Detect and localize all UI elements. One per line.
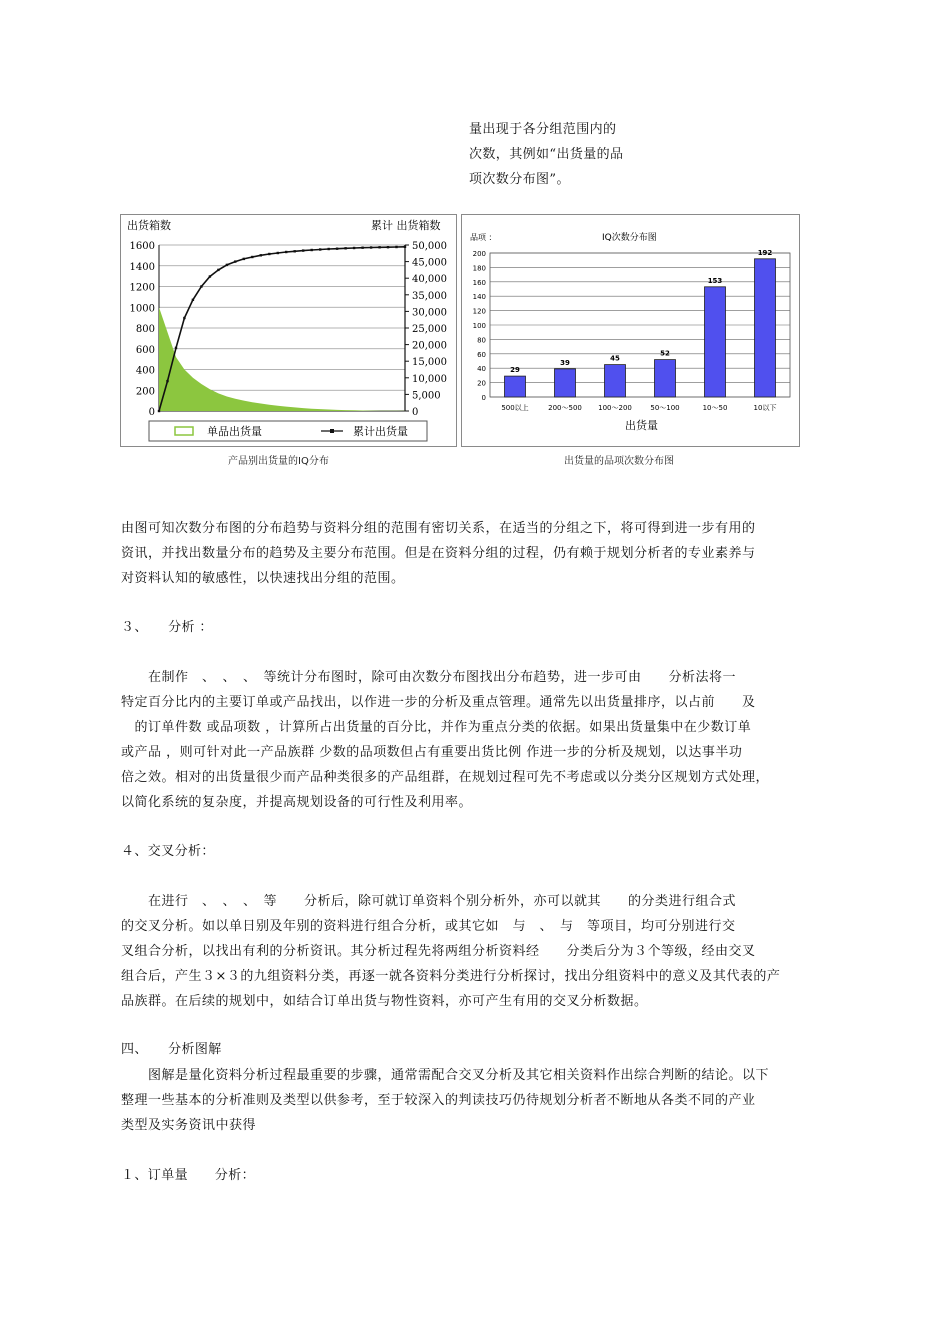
chart1-cumulative-point: [319, 248, 321, 250]
chart1-cumulative-point: [361, 247, 363, 249]
chart1-legend-label-line: 累计出货量: [353, 425, 408, 438]
chart2-tick-label: 200: [472, 250, 486, 258]
chart2-bar-value-label: 153: [707, 276, 723, 285]
chart1-cumulative-point: [166, 380, 168, 382]
chart2-bar-value-label: 45: [610, 354, 620, 363]
chart1-right-axis-title: 累计 出货箱数: [371, 219, 441, 232]
chart1-legend-swatch-marker: [330, 429, 334, 433]
chart2-bar-value-label: 192: [757, 248, 773, 257]
chart1-cumulative-point: [353, 247, 355, 249]
paragraph-diagram-analysis: [121, 1063, 803, 1138]
chart1-right-tick-label: 15,000: [412, 357, 447, 369]
chart1-right-tick-label: 20,000: [412, 340, 447, 352]
intro-line-1: 量出现于各分组范围内的: [469, 122, 617, 137]
chart1-cumulative-point: [268, 253, 270, 255]
chart1-cumulative-point: [328, 248, 330, 250]
chart1-cumulative-point: [243, 258, 245, 260]
paragraph-cross-analysis: [121, 889, 803, 1014]
chart1-left-tick-label: 1600: [129, 241, 155, 252]
section-heading-four: 四、 分析图解: [121, 1042, 222, 1057]
iq-distribution-chart: [120, 214, 457, 447]
intro-line-2: 次数，其例如“出货量的品: [469, 147, 624, 162]
chart2-tick-label: 180: [472, 264, 486, 273]
text-line: 在进行 、 、 、 等 分析后，除可就订单资料个别分析外，亦可以就其 的分类进行组合式: [121, 894, 737, 909]
text-line: 对资料认知的敏感性，以快速找出分组的范围。: [121, 571, 405, 586]
iq-distribution-svg: [121, 215, 458, 448]
chart2-tick-label: 40: [477, 365, 486, 374]
section-heading-4: ４、交叉分析：: [121, 844, 215, 859]
iq-bar-chart: [461, 214, 800, 447]
chart2-bar: [705, 287, 726, 397]
text-line: 叉组合分析，以找出有利的分析资讯。其分析过程先将两组分析资料经 分类后分为３个等级，经由交叉: [121, 944, 756, 959]
text-line: 组合后，产生３×３的九组资料分类，再逐一就各资料分类进行分析探讨，找出分组资料中的意义及其代表的产: [121, 969, 781, 984]
chart1-cumulative-point: [251, 256, 253, 258]
section-heading-1: １、订单量 分析：: [121, 1168, 256, 1183]
chart2-tick-label: 60: [477, 350, 486, 359]
chart1-cumulative-point: [217, 269, 219, 271]
chart1-cumulative-point: [200, 285, 202, 287]
chart1-left-tick-label: 200: [135, 386, 155, 398]
chart2-title: IQ次数分布图: [602, 233, 657, 243]
chart1-cumulative-point: [158, 410, 160, 412]
chart1-right-tick-label: 40,000: [412, 274, 447, 286]
chart1-left-axis-title: 出货箱数: [127, 219, 171, 232]
text-line: 图解是量化资料分析过程最重要的步骤，通常需配合交叉分析及其它相关资料作出综合判断的结论。以下: [121, 1068, 770, 1083]
text-line: 品族群。在后续的规划中，如结合订单出货与物性资料，亦可产生有用的交叉分析数据。: [121, 994, 648, 1009]
chart2-bar: [655, 360, 676, 397]
text-line: 类型及实务资讯中获得: [121, 1118, 257, 1133]
chart1-right-tick-label: 10,000: [412, 373, 447, 385]
text-line: 的交叉分析。如以单日别及年别的资料进行组合分析，或其它如 与 、 与 等项目，均可分别进行交: [121, 919, 736, 934]
chart2-y-axis-title: 品项 ：: [470, 233, 497, 242]
paragraph-distribution: [121, 516, 803, 591]
chart1-right-tick-label: 25,000: [412, 324, 447, 335]
chart2-category-label: 50～100: [650, 404, 680, 412]
paragraph-abc-analysis: [121, 665, 803, 815]
chart1-left-tick-label: 1000: [129, 303, 155, 315]
chart1-cumulative-point: [285, 251, 287, 253]
chart1-left-tick-label: 1200: [129, 282, 155, 294]
chart2-caption: 出货量的品项次数分布图: [564, 456, 674, 467]
chart1-cumulative-point: [387, 246, 389, 248]
chart2-tick-label: 160: [472, 278, 486, 287]
chart1-cumulative-point: [183, 317, 185, 319]
chart1-right-tick-label: 50,000: [412, 241, 447, 252]
chart1-cumulative-point: [277, 252, 279, 254]
chart2-category-label: 200～500: [548, 404, 582, 412]
text-line: 倍之效。相对的出货量很少而产品种类很多的产品组群，在规划过程可先不考虑或以分类分区规划方式处理，: [121, 770, 770, 785]
chart2-tick-label: 120: [472, 307, 486, 316]
text-line: 由图可知次数分布图的分布趋势与资料分组的范围有密切关系，在适当的分组之下，将可得到进一步有用的: [121, 521, 756, 536]
chart1-cumulative-point: [378, 246, 380, 248]
section-heading-3: ３、 分析 ：: [121, 620, 213, 635]
chart2-category-label: 10以下: [753, 404, 777, 412]
chart2-tick-label: 80: [477, 336, 486, 345]
text-line: 资讯，并找出数量分布的趋势及主要分布范围。但是在资料分组的过程，仍有赖于规划分析者的专业素养与: [121, 546, 756, 561]
chart2-tick-label: 20: [477, 379, 486, 388]
chart1-cumulative-point: [370, 246, 372, 248]
chart1-right-tick-label: 35,000: [412, 290, 447, 302]
chart1-left-tick-label: 800: [135, 324, 155, 335]
chart1-left-tick-label: 1400: [129, 261, 155, 273]
chart2-bar: [755, 259, 776, 397]
chart1-legend-label-area: 单品出货量: [207, 425, 262, 438]
chart2-bar: [605, 365, 626, 397]
chart2-bar-value-label: 39: [560, 358, 570, 367]
chart1-caption: 产品别出货量的IQ分布: [228, 456, 329, 467]
chart1-left-tick-label: 400: [135, 365, 155, 377]
chart1-left-tick-label: 600: [135, 344, 155, 356]
chart2-bar-value-label: 29: [510, 366, 520, 375]
chart1-single-item-area: [159, 307, 405, 411]
text-line: 或产品 ，则可针对此一产品族群 少数的品项数但占有重要出货比例 作进一步的分析及规划，以达事半功: [121, 745, 743, 760]
chart2-category-label: 500以上: [501, 404, 529, 412]
chart2-tick-label: 100: [472, 322, 486, 330]
chart2-bar-value-label: 52: [660, 349, 670, 358]
iq-bar-svg: [462, 215, 801, 448]
text-line: 整理一些基本的分析准则及类型以供参考，至于较深入的判读技巧仍待规划分析者不断地从各类不同的产业: [121, 1093, 756, 1108]
chart1-cumulative-point: [260, 254, 262, 256]
chart1-right-tick-label: 30,000: [412, 307, 447, 319]
chart1-cumulative-point: [311, 249, 313, 251]
chart1-cumulative-point: [234, 260, 236, 262]
text-line: 的订单件数 或品项数 ，计算所占出货量的百分比，并作为重点分类的依据。如果出货量集中在少数订单: [121, 720, 752, 735]
chart2-x-axis-title: 出货量: [625, 419, 658, 432]
text-line: 特定百分比内的主要订单或产品找出，以作进一步的分析及重点管理。通常先以出货量排序，以占前 及: [121, 695, 756, 710]
chart2-bar: [505, 376, 526, 397]
chart2-tick-label: 0: [481, 394, 486, 402]
text-line: 以简化系统的复杂度，并提高规划设备的可行性及利用率。: [121, 795, 473, 810]
chart1-cumulative-point: [175, 347, 177, 349]
text-line: 在制作 、 、 、 等统计分布图时，除可由次数分布图找出分布趋势，进一步可由 分析法将一: [121, 670, 737, 685]
chart2-tick-label: 140: [472, 293, 486, 302]
chart1-left-tick-label: 0: [148, 407, 155, 418]
chart1-right-tick-label: 45,000: [412, 257, 447, 269]
chart1-legend-swatch-area: [175, 427, 193, 435]
chart1-cumulative-point: [395, 246, 397, 248]
chart2-category-label: 10～50: [702, 404, 728, 412]
chart1-right-tick-label: 0: [412, 407, 419, 418]
chart1-cumulative-point: [294, 250, 296, 252]
chart1-cumulative-point: [209, 275, 211, 277]
chart2-bar: [555, 369, 576, 397]
chart1-cumulative-point: [226, 264, 228, 266]
chart1-right-tick-label: 5,000: [412, 390, 441, 402]
chart2-category-label: 100～200: [598, 404, 632, 412]
intro-line-3: 项次数分布图”。: [469, 172, 570, 187]
chart1-cumulative-point: [302, 249, 304, 251]
chart1-cumulative-point: [192, 299, 194, 301]
chart1-cumulative-point: [344, 247, 346, 249]
chart1-cumulative-point: [336, 248, 338, 250]
chart1-cumulative-point: [404, 246, 406, 248]
